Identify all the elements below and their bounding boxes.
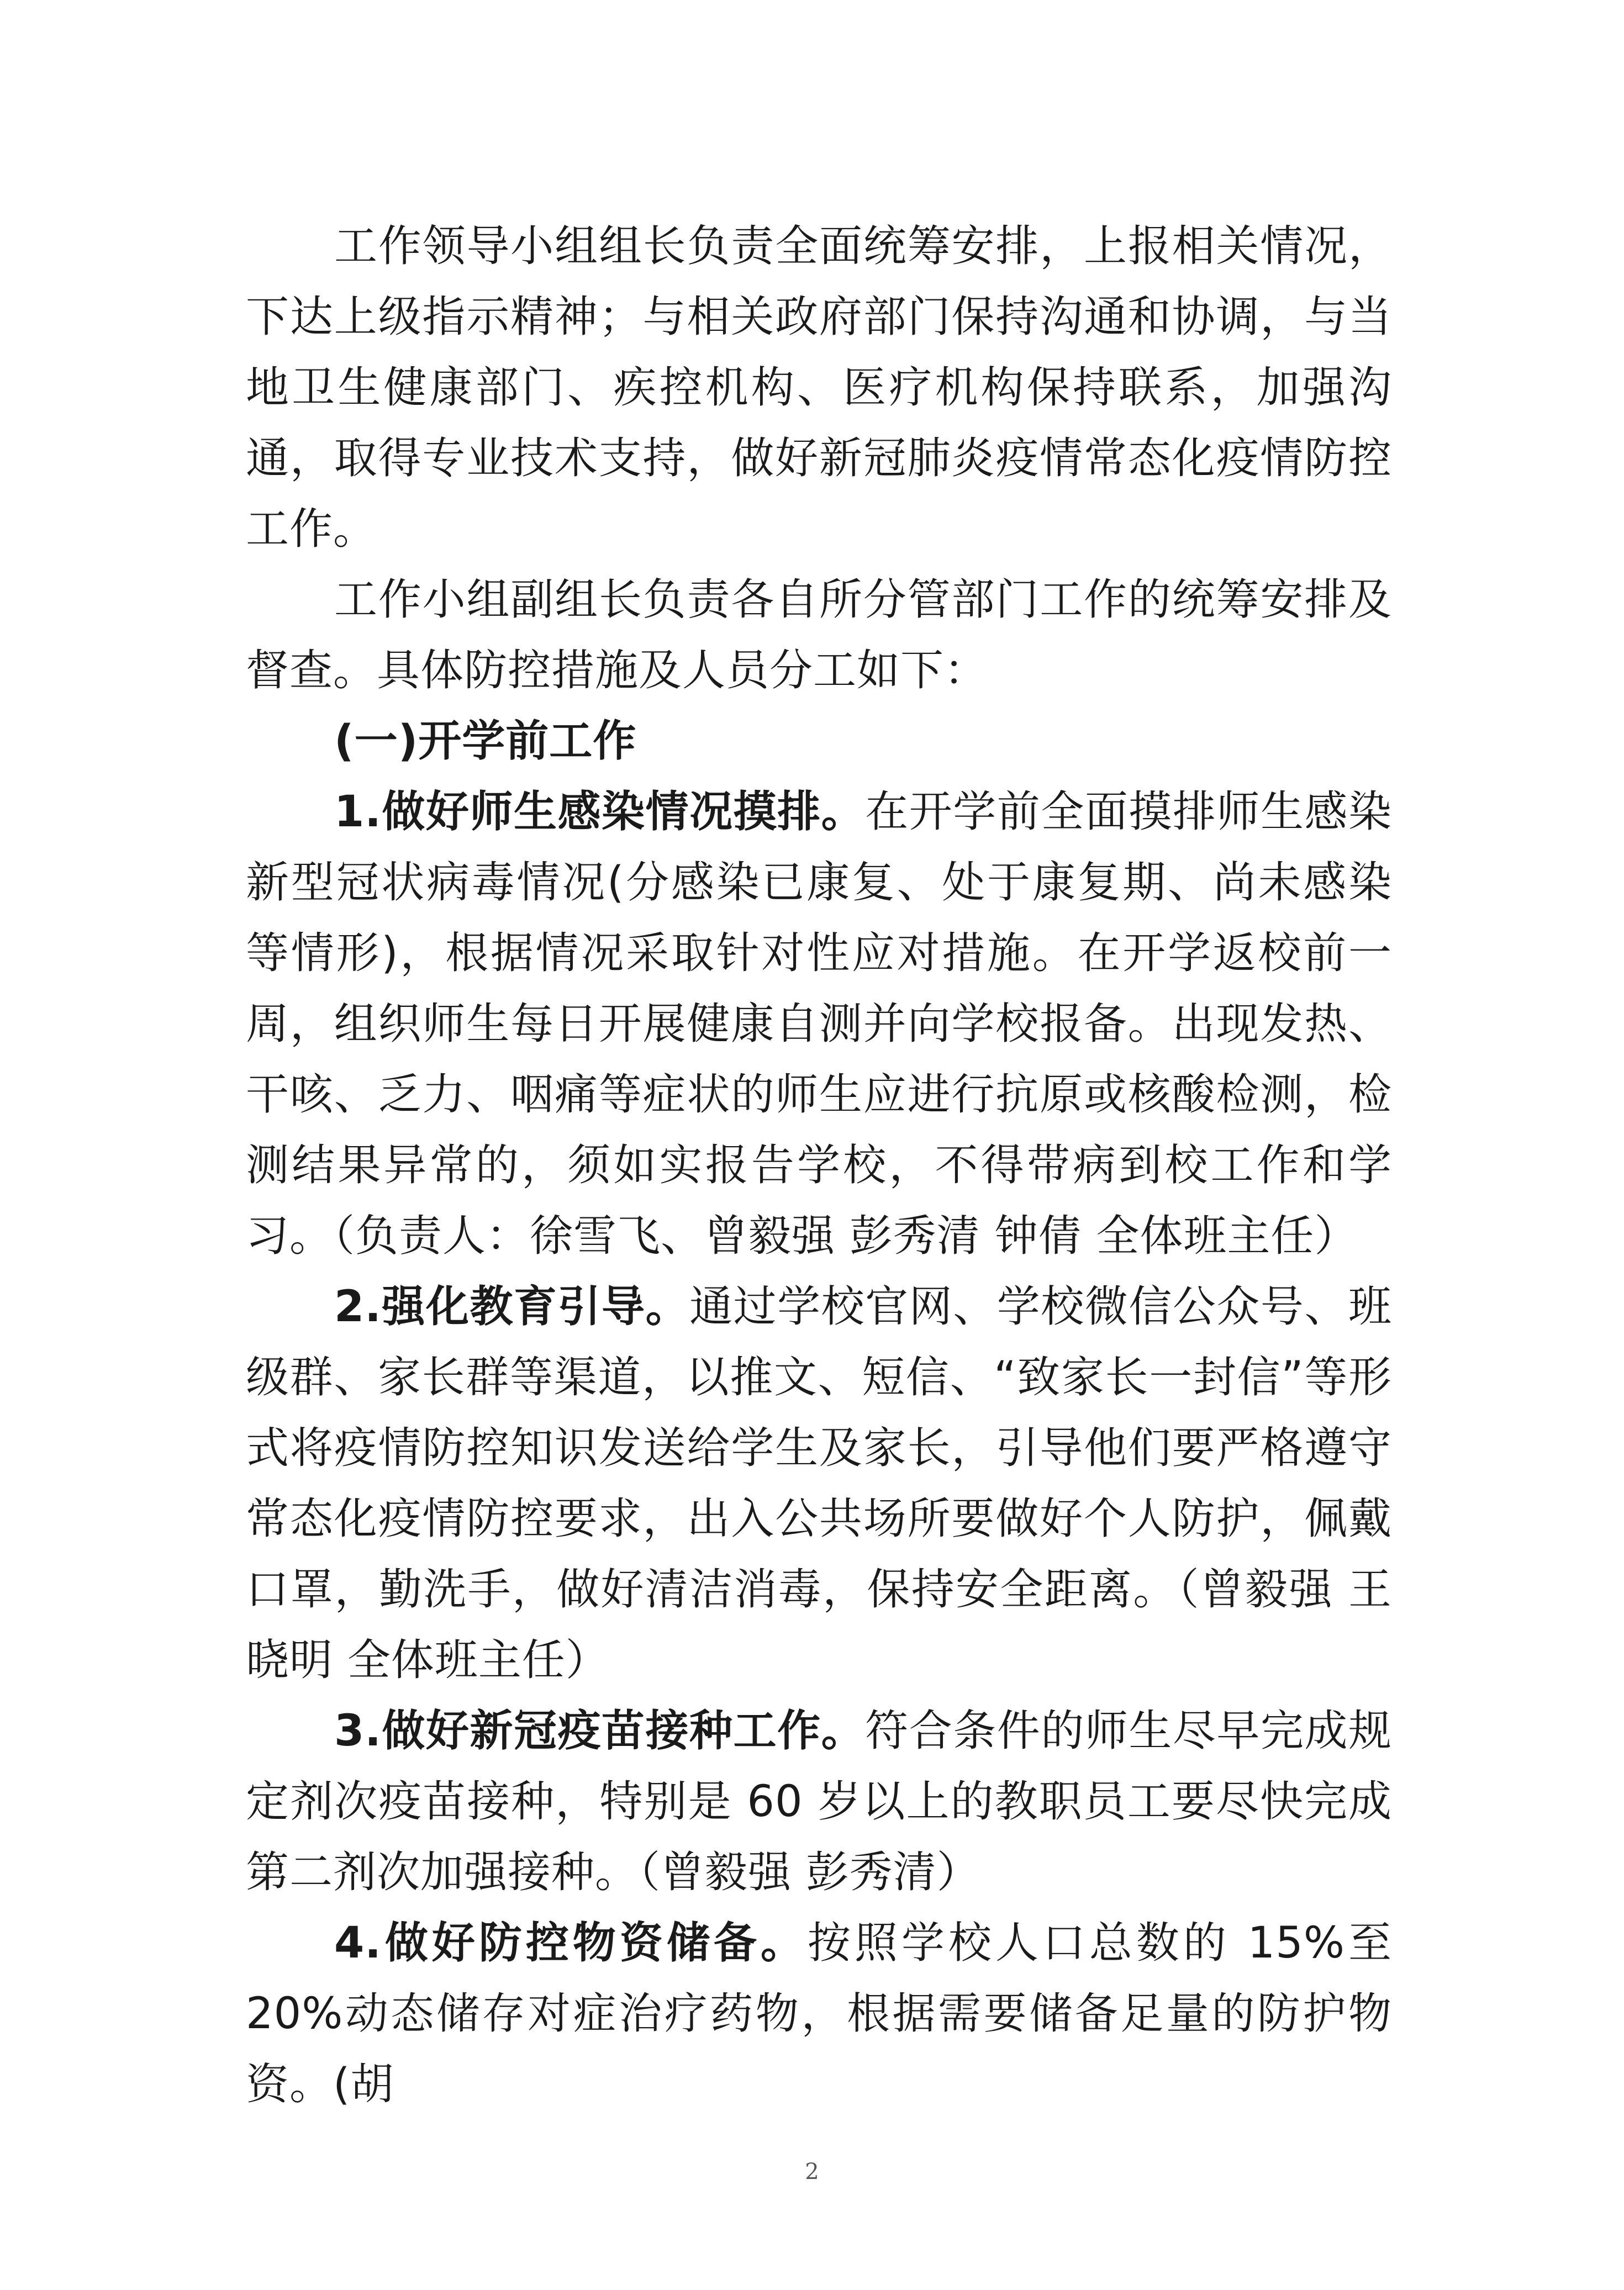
paragraph-leadership-group xyxy=(246,211,1392,564)
item-supplies-reserve xyxy=(246,1908,1392,2120)
item-text: 符合条件的师生尽早完成规定剂次疫苗接种，特别是 60 岁以上的教职员工要尽快完成第二剂次加强接种。（曾毅强 彭秀清） xyxy=(246,1706,1392,1897)
item-text: 在开学前全面摸排师生感染新型冠状病毒情况(分感染已康复、处于康复期、尚未感染等情形)，根据情况采取针对性应对措施。在开学返校前一周，组织师生每日开展健康自测并向学校报备。出现发热、干咳、乏力、咽痛等症状的师生应进行抗原或核酸检测，检测结果异常的，须如实报告学校，不得带病到校工作和学习。（负责人：徐雪飞、曾毅强 彭秀清 钟倩 全体班主任） xyxy=(246,787,1392,1261)
body-text xyxy=(246,211,1392,2120)
paragraph-text: 工作小组副组长负责各自所分管部门工作的统筹安排及督查。具体防控措施及人员分工如下： xyxy=(246,575,1392,695)
page-number: 2 xyxy=(805,2159,819,2185)
item-education-guidance xyxy=(246,1271,1392,1696)
paragraph-deputy-leaders xyxy=(246,564,1392,706)
item-heading: 1.做好师生感染情况摸排。 xyxy=(334,787,866,837)
item-heading: 4.做好防控物资储备。 xyxy=(334,1918,808,1968)
section-heading: (一)开学前工作 xyxy=(334,716,637,766)
item-infection-survey xyxy=(246,777,1392,1271)
paragraph-text: 工作领导小组组长负责全面统筹安排，上报相关情况，下达上级指示精神；与相关政府部门保持沟通和协调，与当地卫生健康部门、疾控机构、医疗机构保持联系，加强沟通，取得专业技术支持，做好新冠肺炎疫情常态化疫情防控工作。 xyxy=(246,221,1392,554)
item-vaccination xyxy=(246,1696,1392,1908)
section-heading-before-school-start xyxy=(246,706,1392,777)
item-text: 按照学校人口总数的 15%至 20%动态储存对症治疗药物，根据需要储备足量的防护物资。(胡 xyxy=(246,1918,1392,2109)
item-heading: 3.做好新冠疫苗接种工作。 xyxy=(334,1706,866,1756)
item-text: 通过学校官网、学校微信公众号、班级群、家长群等渠道，以推文、短信、“致家长一封信”等形式将疫情防控知识发送给学生及家长，引导他们要严格遵守常态化疫情防控要求，出入公共场所要做好个人防护，佩戴口罩，勤洗手，做好清洁消毒，保持安全距离。（曾毅强 王晓明 全体班主任） xyxy=(246,1282,1392,1685)
item-heading: 2.强化教育引导。 xyxy=(334,1282,690,1332)
